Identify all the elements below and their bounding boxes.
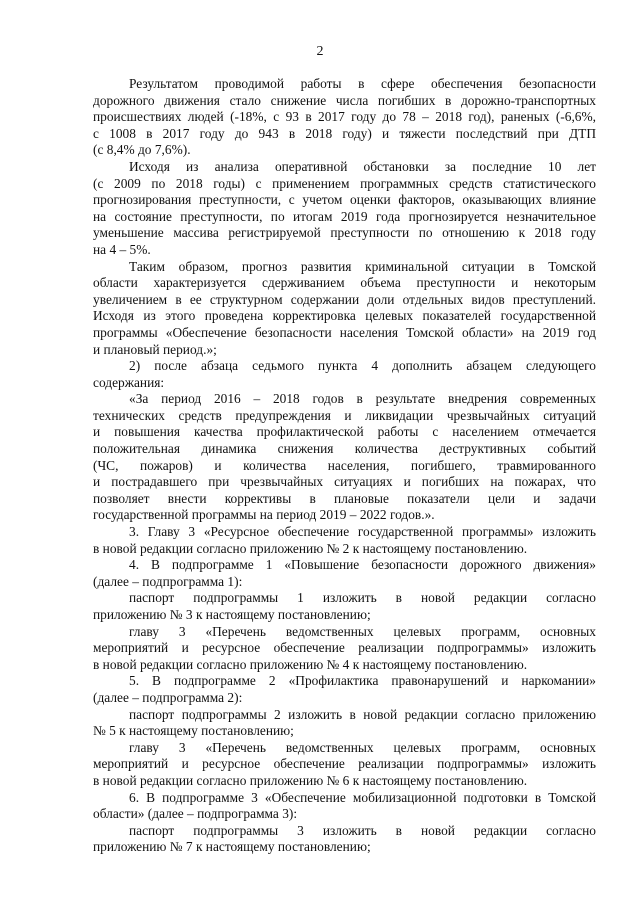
page-number: 2 — [316, 44, 324, 59]
text-line: и пострадавшего при чрезвычайных ситуациях и погибших на пожарах, что — [93, 474, 596, 490]
text-line: области характеризуется сдерживанием объема преступности и некоторым — [93, 275, 596, 291]
paragraph — [93, 259, 596, 359]
text-line: на состояние преступности, по итогам 2019 года прогнозируется незначительное — [93, 208, 596, 224]
paragraph — [93, 790, 596, 823]
paragraph — [93, 557, 596, 590]
text-line: (ЧС, пожаров) и количества населения, погибшего, травмированного — [93, 457, 596, 473]
document-body — [93, 76, 596, 856]
text-line: и плановый период.»; — [93, 341, 217, 357]
text-line: в новой редакции согласно приложению № 4 к настоящему постановлению. — [93, 656, 528, 672]
text-line: с 1008 в 2017 году до 943 в 2018 году) и тяжести последствий при ДТП — [93, 125, 596, 141]
text-line: главу 3 «Перечень ведомственных целевых программ, основных — [129, 739, 596, 755]
paragraph — [93, 76, 596, 159]
text-line: № 5 к настоящему постановлению; — [93, 723, 294, 739]
paragraph — [93, 823, 596, 856]
text-line: (с 8,4% до 7,6%). — [93, 142, 191, 158]
paragraph — [93, 707, 596, 740]
text-line: в новой редакции согласно приложению № 6 к настоящему постановлению. — [93, 772, 528, 788]
text-line: (далее – подпрограмма 2): — [93, 689, 243, 705]
text-line: паспорт подпрограммы 2 изложить в новой редакции согласно приложению — [129, 706, 596, 722]
text-line: на 4 – 5%. — [93, 241, 151, 257]
text-line: 2) после абзаца седьмого пункта 4 дополнить абзацем следующего — [129, 358, 596, 374]
text-line: происшествиях людей (-18%, с 93 в 2017 году до 78 – 2018 год), раненых (-6,6%, — [93, 109, 596, 125]
paragraph — [93, 524, 596, 557]
text-line: содержания: — [93, 374, 165, 390]
text-line: программы «Обеспечение безопасности населения Томской области» на 2019 год — [93, 324, 596, 340]
text-line: Исходя из анализа оперативной обстановки за последние 10 лет — [129, 158, 596, 174]
text-line: главу 3 «Перечень ведомственных целевых программ, основных — [129, 623, 596, 639]
text-line: дорожного движения стало снижение числа погибших в дорожно-транспортных — [93, 92, 596, 108]
text-line: 3. Главу 3 «Ресурсное обеспечение государственной программы» изложить — [129, 524, 596, 540]
text-line: мероприятий и ресурсное обеспечение реализации подпрограммы» изложить — [93, 756, 596, 772]
text-line: уменьшение массива регистрируемой преступности по отношению к 2018 году — [93, 225, 596, 241]
paragraph — [93, 740, 596, 790]
paragraph — [93, 624, 596, 674]
paragraph — [93, 590, 596, 623]
paragraph — [93, 391, 596, 524]
text-line: «За период 2016 – 2018 годов в результате внедрения современных — [129, 391, 596, 407]
text-line: области» (далее – подпрограмма 3): — [93, 806, 298, 822]
text-line: положительная динамика снижения количества деструктивных событий — [93, 441, 596, 457]
text-line: Таким образом, прогноз развития криминальной ситуации в Томской — [129, 258, 596, 274]
text-line: 4. В подпрограмме 1 «Повышение безопасности дорожного движения» — [129, 557, 596, 573]
text-line: 5. В подпрограмме 2 «Профилактика правонарушений и наркомании» — [129, 673, 596, 689]
text-line: 6. В подпрограмме 3 «Обеспечение мобилизационной подготовки в Томской — [129, 789, 596, 805]
text-line: Исходя из этого проведена корректировка целевых показателей государственной — [93, 308, 596, 324]
paragraph — [93, 159, 596, 259]
text-line: прогнозирования преступности, с учетом оценки факторов, оказывающих влияние — [93, 192, 596, 208]
paragraph — [93, 673, 596, 706]
text-line: увеличением в ее структурном содержании доли отдельных видов преступлений. — [93, 291, 596, 307]
text-line: мероприятий и ресурсное обеспечение реализации подпрограммы» изложить — [93, 640, 596, 656]
text-line: паспорт подпрограммы 3 изложить в новой редакции согласно — [129, 822, 596, 838]
text-line: паспорт подпрограммы 1 изложить в новой редакции согласно — [129, 590, 596, 606]
text-line: (с 2009 по 2018 годы) с применением программных средств статистического — [93, 175, 596, 191]
text-line: технических средств предупреждения и ликвидации чрезвычайных ситуаций — [93, 407, 596, 423]
text-line: в новой редакции согласно приложению № 2 к настоящему постановлению. — [93, 540, 528, 556]
text-line: позволяет внести коррективы в плановые показатели цели и задачи — [93, 490, 596, 506]
text-line: приложению № 3 к настоящему постановлению; — [93, 607, 371, 622]
text-line: Результатом проводимой работы в сфере обеспечения безопасности — [129, 76, 596, 91]
text-line: приложению № 7 к настоящему постановлению; — [93, 839, 371, 855]
paragraph — [93, 358, 596, 391]
text-line: государственной программы на период 2019 – 2022 годов.». — [93, 507, 435, 523]
text-line: и повышения качества профилактической работы с населением отмечается — [93, 424, 596, 440]
text-line: (далее – подпрограмма 1): — [93, 573, 243, 589]
